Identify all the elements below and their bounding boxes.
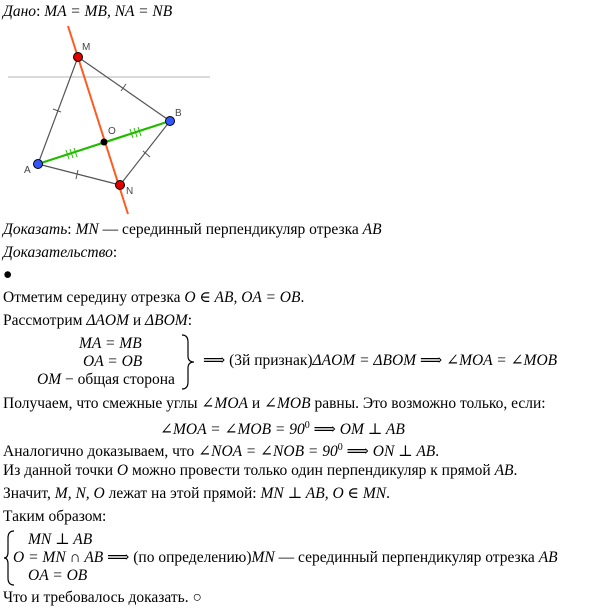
system1-cond-3-segment: OM [37, 371, 62, 388]
system1-conclusion [203, 351, 557, 371]
line7-rest: лежат на этой прямой: [104, 485, 261, 502]
prove-line [3, 220, 382, 240]
system2-middle [13, 548, 558, 568]
line1-end: . [300, 289, 305, 306]
system1-cond-3-text: − общая сторона [61, 371, 175, 388]
system2-cond-1: MN ⊥ AB [28, 531, 93, 548]
proof-title [3, 243, 117, 263]
system2-arrow: ⟹ [107, 549, 130, 566]
line3-rest: равны. Это возможно только, если: [310, 395, 546, 412]
label-a: A [24, 165, 31, 176]
line7-points: M, N, O [54, 485, 105, 502]
prove-mn: MN [75, 221, 99, 238]
proof-line-6 [3, 461, 517, 481]
proof-line-7 [3, 484, 390, 504]
proof-line-3 [3, 394, 546, 414]
given-sep: : [36, 3, 45, 20]
line3-text: Получаем, что смежные углы [3, 395, 202, 412]
line5-text: Аналогично доказываем, что [3, 443, 199, 461]
point-o [101, 139, 108, 146]
side-an [38, 164, 120, 185]
line4-formula: ∠MOA = ∠MOB = 90 [160, 421, 305, 439]
label-n: N [126, 186, 134, 197]
prove-sep: : [67, 221, 76, 238]
system1-arrow-1: ⟹ [203, 352, 226, 369]
line2-end: : [187, 312, 193, 329]
line4-result: OM ⊥ AB [339, 421, 405, 439]
system1-equality: ΔAOM = ΔBOM [312, 352, 417, 369]
system2-mn: MN [251, 549, 275, 566]
point-n [116, 181, 125, 190]
line5-result: ON ⊥ AB [372, 443, 436, 461]
system1-right-brace [180, 334, 196, 390]
system1-sign: (3й признак) [225, 352, 313, 369]
given-line [3, 2, 172, 22]
system1-cond-1: MA = MB [79, 335, 142, 352]
line5-formula: ∠NOA = ∠NOB = 90 [198, 443, 338, 461]
triangle-sides [38, 57, 170, 185]
line3-angle-1: ∠MOA [201, 395, 248, 412]
bullet: ● [3, 266, 13, 283]
system1-arrow-2: ⟹ [419, 352, 443, 369]
prove-label: Доказать [3, 221, 68, 238]
line4-degree: 0 [304, 420, 310, 431]
system2-text: — серединный перпендикуляр отрезка [274, 549, 539, 566]
line3-angle-2: ∠MOB [264, 395, 311, 412]
line1-text: Отметим середину отрезка [3, 289, 185, 306]
proof-title-label: Доказательство [3, 244, 113, 261]
geometry-figure [0, 24, 215, 219]
point-b [166, 117, 175, 126]
line7-text: Значит, [3, 485, 55, 502]
label-o: O [108, 126, 116, 137]
point-m [74, 53, 83, 62]
line2-text: Рассмотрим [3, 312, 87, 329]
line6-segment: AB [494, 462, 514, 479]
line5-arrow: ⟹ [342, 443, 373, 461]
system1-result: ∠MOA = ∠MOB [446, 352, 558, 369]
system2-definition: (по определению) [129, 549, 252, 566]
line2-triangle-1: ΔAOM [86, 312, 129, 329]
line6-end: . [513, 462, 518, 479]
line2-triangle-2: ΔBOM [145, 312, 188, 329]
qed-mark: ○ [188, 589, 202, 606]
line3-and: и [247, 395, 265, 412]
system2-cond-2: O = MN ∩ AB [13, 549, 104, 566]
proof-end-line [3, 588, 202, 608]
proof-line-4 [160, 416, 405, 440]
system2-cond-3: OA = OB [28, 567, 88, 584]
line1-formula: O ∈ AB, OA = OB [184, 289, 301, 306]
line7-formula: MN ⊥ AB, O ∈ MN [260, 485, 387, 502]
proof-line-8: Таким образом: [3, 508, 107, 525]
system1-cond-2: OA = OB [83, 353, 143, 370]
line6-point: O [116, 462, 129, 479]
label-m: M [82, 42, 91, 53]
prove-text: — серединный перпендикуляр отрезка [98, 221, 363, 238]
proof-title-sep: : [112, 244, 118, 261]
qed-text: Что и требовалось доказать. [3, 589, 189, 606]
side-mb [78, 57, 170, 121]
point-a [34, 160, 43, 169]
proof-line-1 [3, 288, 304, 308]
line5-degree: 0 [337, 442, 343, 453]
given-label: Дано [3, 3, 37, 20]
proof-line-5 [3, 438, 439, 462]
system1-cond-3 [37, 370, 175, 390]
line6-text: Из данной точки [3, 462, 117, 479]
label-b: B [175, 108, 182, 119]
system2-ab: AB [538, 549, 558, 566]
given-formula: MA = MB, NA = NB [44, 3, 173, 20]
line4-arrow: ⟹ [309, 421, 340, 439]
line7-end: . [386, 485, 390, 502]
line6-rest: можно провести только один перпендикуляр к прямой [128, 462, 495, 479]
line5-end: . [435, 443, 440, 461]
prove-ab: AB [362, 221, 382, 238]
proof-line-2 [3, 311, 192, 331]
line2-and: и [128, 312, 146, 329]
